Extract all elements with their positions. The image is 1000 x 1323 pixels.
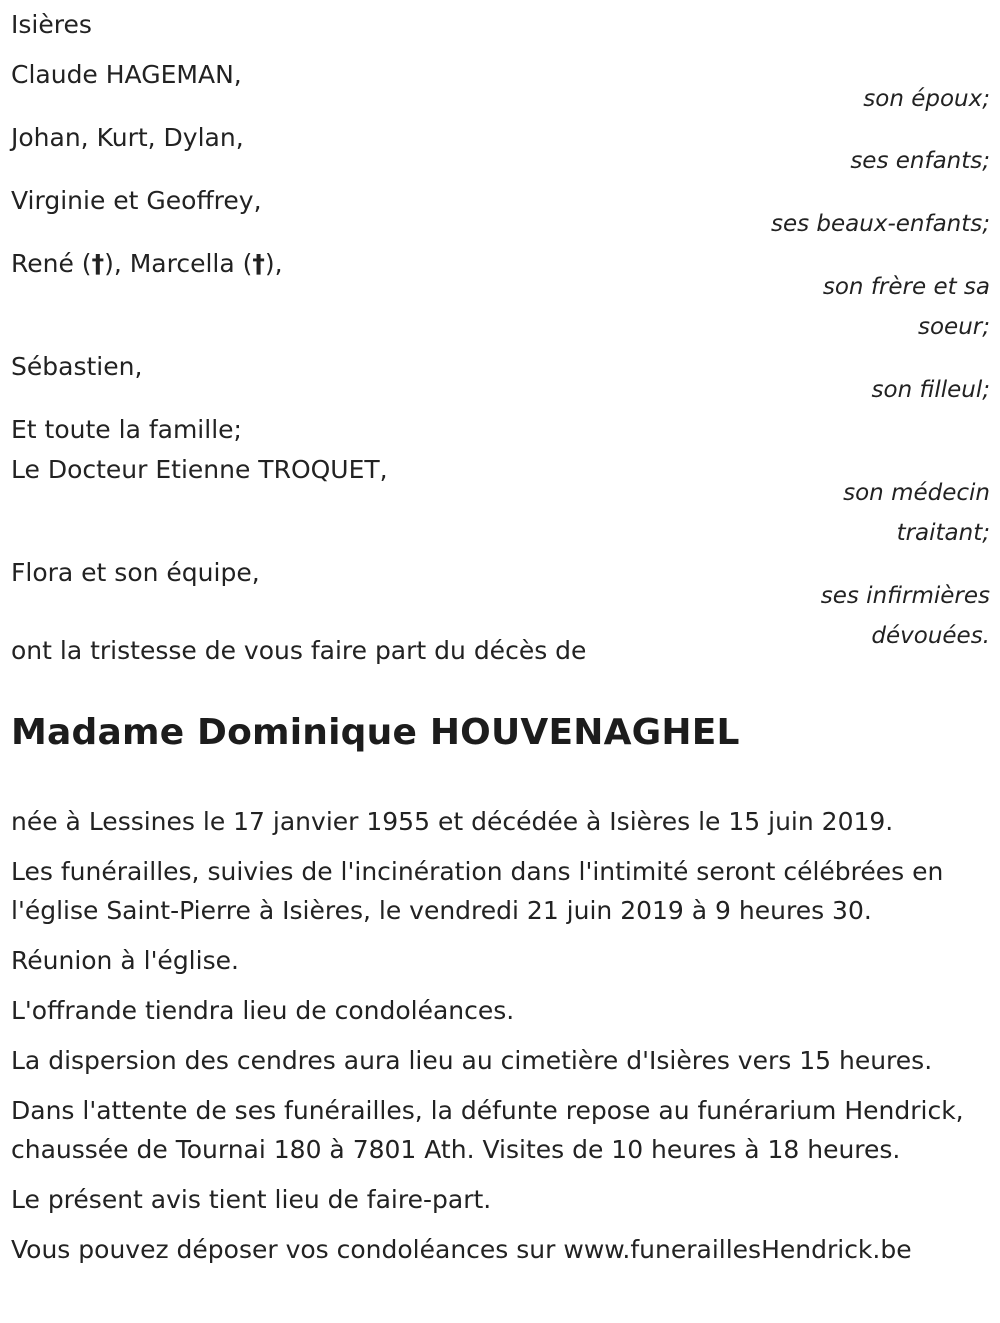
relation-siblings-line-2: soeur; xyxy=(918,314,990,340)
cross-icon: † xyxy=(91,249,105,278)
funeral-paragraph: Les funérailles, suivies de l'incinération dans l'intimité seront célébrées en l'église Saint-Pierre à Isières, le vendredi 21 juin 2019 à 9 heures 30. xyxy=(11,857,944,925)
relation-nurses-line-1: ses infirmières xyxy=(820,583,990,609)
family-name-stepchildren: Virginie et Geoffrey, xyxy=(11,186,262,215)
family-name-spouse: Claude HAGEMAN, xyxy=(11,60,242,89)
family-name-all: Et toute la famille; xyxy=(11,415,242,444)
family-name-nurses: Flora et son équipe, xyxy=(11,558,260,587)
family-name-siblings xyxy=(11,249,283,279)
funerarium-paragraph: Dans l'attente de ses funérailles, la défunte repose au funérarium Hendrick, chaussée de Tournai 180 à 7801 Ath. Visites de 10 heures à 18 heures. xyxy=(11,1096,964,1164)
deceased-name: Madame Dominique HOUVENAGHEL xyxy=(11,712,740,753)
family-name-doctor: Le Docteur Etienne TROQUET, xyxy=(11,455,388,484)
sibling-text-1: René ( xyxy=(11,249,92,278)
meeting-paragraph: Réunion à l'église. xyxy=(11,946,239,975)
relation-spouse: son époux; xyxy=(863,86,990,112)
ashes-paragraph: La dispersion des cendres aura lieu au cimetière d'Isières vers 15 heures. xyxy=(11,1046,933,1075)
birth-death-paragraph: née à Lessines le 17 janvier 1955 et décédée à Isières le 15 juin 2019. xyxy=(11,807,894,836)
relation-stepchildren: ses beaux-enfants; xyxy=(770,211,990,237)
cross-icon: † xyxy=(252,249,265,278)
announcement-intro: ont la tristesse de vous faire part du décès de xyxy=(11,636,587,665)
relation-godson: son filleul; xyxy=(871,377,990,403)
condolences-paragraph: Vous pouvez déposer vos condoléances sur www.funeraillesHendrick.be xyxy=(11,1235,912,1264)
relation-doctor-line-1: son médecin xyxy=(843,480,990,506)
relation-children: ses enfants; xyxy=(850,148,990,174)
place-name: Isières xyxy=(11,10,92,39)
notice-paragraph: Le présent avis tient lieu de faire-part. xyxy=(11,1185,492,1214)
sibling-text-2: ), Marcella ( xyxy=(104,249,253,278)
family-name-children: Johan, Kurt, Dylan, xyxy=(11,123,244,152)
obituary-details xyxy=(11,802,996,1280)
relation-nurses-line-2: dévouées. xyxy=(871,623,990,649)
offering-paragraph: L'offrande tiendra lieu de condoléances. xyxy=(11,996,515,1025)
sibling-text-3: ), xyxy=(264,249,283,278)
relation-siblings-line-1: son frère et sa xyxy=(822,274,990,300)
relation-doctor-line-2: traitant; xyxy=(896,520,990,546)
family-name-godson: Sébastien, xyxy=(11,352,143,381)
